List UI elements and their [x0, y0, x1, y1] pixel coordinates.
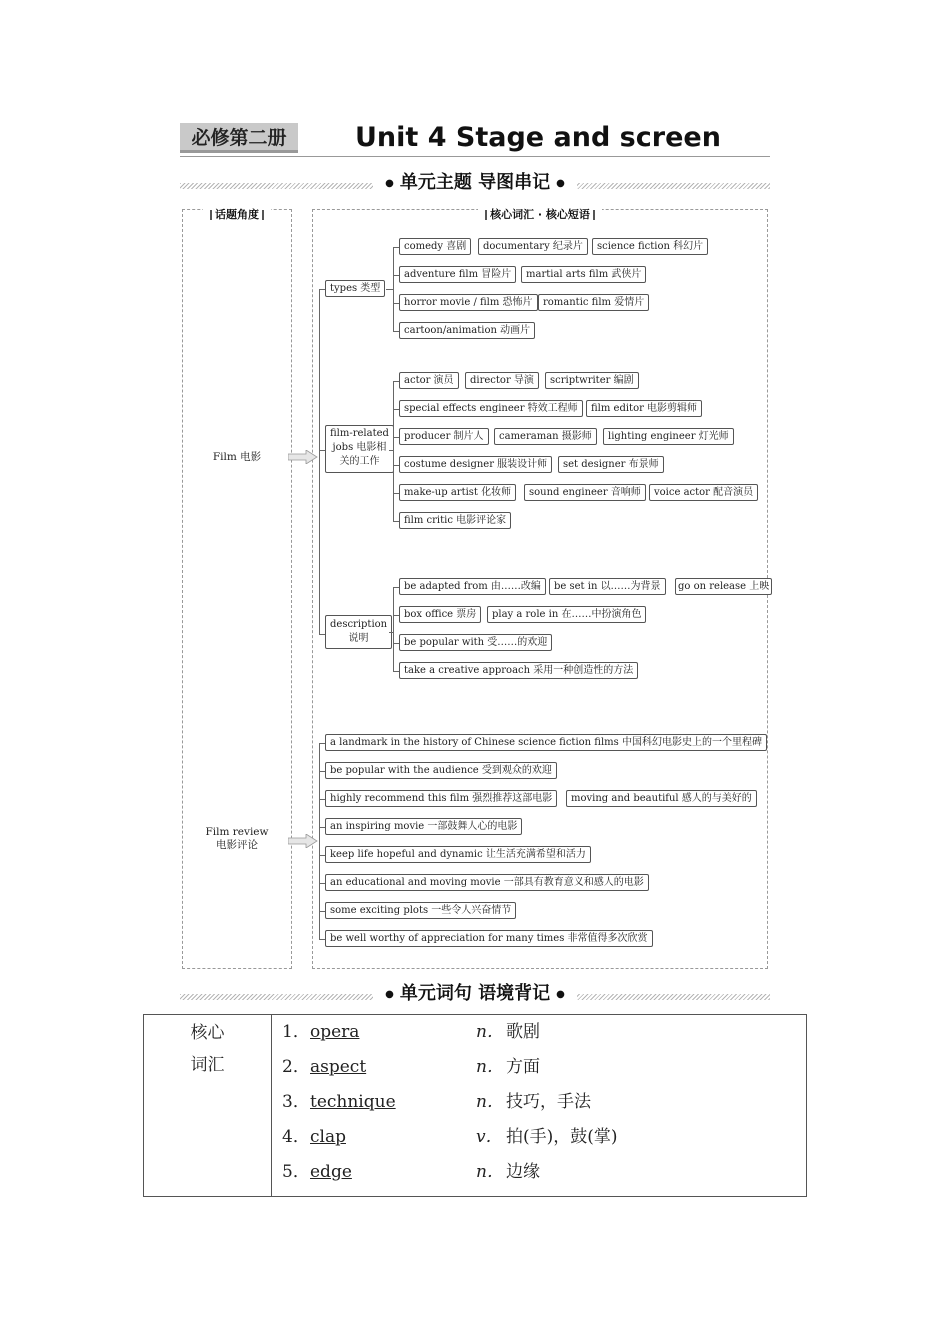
topic-frame: [182, 209, 292, 969]
review-item: be popular with the audience 受到观众的欢迎: [325, 762, 557, 779]
job-item: special effects engineer 特效工程师: [399, 400, 583, 417]
review-item: an educational and moving movie 一部具有教育意义和感人的电影: [325, 874, 649, 891]
table-row: [144, 1015, 807, 1197]
types-branch-line: [393, 247, 394, 332]
topic-frame-title-text: 话题角度: [215, 208, 259, 221]
vocab-table: [143, 1014, 807, 1197]
review-item: highly recommend this film 强烈推荐这部电影: [325, 790, 557, 807]
section-label-1: ● 单元主题 导图串记 ●: [373, 172, 577, 193]
review-item: keep life hopeful and dynamic 让生活充满希望和活力: [325, 846, 591, 863]
vocab-pos: n．: [476, 1022, 504, 1042]
type-item: horror movie / film 恐怖片: [399, 294, 538, 311]
section-ribbon-1: [345, 168, 605, 194]
job-item: cameraman 摄影师: [494, 428, 597, 445]
description-item: go on release 上映: [675, 578, 772, 595]
topic-film-review-en: Film review: [205, 826, 269, 838]
job-item: make-up artist 化妆师: [399, 484, 516, 501]
vocab-meaning: 拍(手)，鼓(掌): [506, 1127, 618, 1147]
type-item: romantic film 爱情片: [538, 294, 649, 311]
vocab-word: edge: [310, 1162, 352, 1182]
vocab-category-line-1: 核心: [190, 1023, 225, 1043]
vocab-row: [280, 1087, 806, 1122]
section-label-2: ● 单元词句 语境背记 ●: [373, 983, 577, 1004]
job-item: sound engineer 音响师: [524, 484, 646, 501]
vocab-category: [144, 1015, 272, 1197]
vocab-word: clap: [310, 1127, 346, 1147]
job-item: costume designer 服装设计师: [399, 456, 552, 473]
review-item: some exciting plots 一些令人兴奋情节: [325, 902, 516, 919]
category-types: types 类型: [325, 280, 385, 297]
description-item: take a creative approach 采用一种创造性的方法: [399, 662, 638, 679]
vocab-word: aspect: [310, 1057, 367, 1077]
topic-film-review: [188, 826, 286, 852]
vocab-row: [280, 1017, 806, 1052]
job-item: voice actor 配音演员: [649, 484, 758, 501]
vocab-meaning: 边缘: [506, 1162, 540, 1182]
category-description-line-2: 说明: [348, 633, 369, 644]
vocab-row: [280, 1122, 806, 1157]
section-label-text-2: 单元词句 语境背记: [399, 983, 551, 1004]
vocab-word: technique: [310, 1092, 396, 1112]
vocab-number: 1．: [282, 1022, 310, 1042]
vocab-meaning: 歌剧: [506, 1022, 540, 1042]
type-item: cartoon/animation 动画片: [399, 322, 535, 339]
category-jobs-line-3: 关的工作: [339, 456, 380, 467]
category-jobs: [325, 425, 394, 473]
description-item: be set in 以……为背景: [549, 578, 666, 595]
vocab-row: [280, 1157, 806, 1192]
vocab-word: opera: [310, 1022, 360, 1042]
vocab-pos: v．: [476, 1127, 503, 1147]
vocab-meaning: 技巧，手法: [506, 1092, 591, 1112]
arrow-review-icon: [288, 834, 318, 848]
type-item: adventure film 冒险片: [399, 266, 516, 283]
title-rule: [180, 156, 770, 157]
job-item: producer 制片人: [399, 428, 489, 445]
category-description: [325, 615, 392, 649]
unit-title: Unit 4 Stage and screen: [355, 122, 721, 153]
connector: [389, 450, 393, 451]
vocab-row: [280, 1052, 806, 1087]
vocab-number: 3．: [282, 1092, 310, 1112]
job-item: director 导演: [465, 372, 539, 389]
review-item: an inspiring movie 一部鼓舞人心的电影: [325, 818, 522, 835]
vocab-number: 2．: [282, 1057, 310, 1077]
connector: [386, 289, 393, 290]
vocab-pos: n．: [476, 1162, 504, 1182]
topic-film-review-cn: 电影评论: [216, 839, 258, 851]
review-item: be well worthy of appreciation for many times 非常值得多次欣赏: [325, 930, 653, 947]
job-item: film critic 电影评论家: [399, 512, 511, 529]
vocab-meaning: 方面: [506, 1057, 540, 1077]
type-item: martial arts film 武侠片: [521, 266, 646, 283]
vocab-category-line-2: 词汇: [190, 1055, 225, 1075]
vocab-list: [272, 1015, 807, 1197]
type-item: documentary 纪录片: [478, 238, 588, 255]
description-item: be popular with 受……的欢迎: [399, 634, 552, 651]
category-description-line-1: description: [330, 619, 388, 630]
type-item: science fiction 科幻片: [592, 238, 708, 255]
review-item: a landmark in the history of Chinese science fiction films 中国科幻电影史上的一个里程碑: [325, 734, 767, 751]
job-item: scriptwriter 编剧: [545, 372, 639, 389]
job-item: set designer 布景师: [558, 456, 664, 473]
job-item: lighting engineer 灯光师: [603, 428, 734, 445]
vocab-pos: n．: [476, 1057, 504, 1077]
category-jobs-line-2: jobs 电影相: [332, 442, 387, 453]
vocab-number: 5．: [282, 1162, 310, 1182]
vocab-pos: n．: [476, 1092, 504, 1112]
arrow-film-icon: [288, 450, 318, 464]
vocab-number: 4．: [282, 1127, 310, 1147]
section-ribbon-2: [345, 979, 605, 1005]
topic-film: Film 电影: [212, 451, 262, 463]
job-item: film editor 电影剪辑师: [586, 400, 702, 417]
description-item: be adapted from 由……改编: [399, 578, 546, 595]
connector: [389, 632, 393, 633]
job-item: actor 演员: [399, 372, 459, 389]
topic-frame-title: [182, 203, 292, 222]
category-jobs-line-1: film-related: [330, 428, 389, 439]
description-branch-line: [393, 587, 394, 672]
book-tag: 必修第二册: [180, 123, 298, 153]
type-item: comedy 喜剧: [399, 238, 471, 255]
section-label-text-1: 单元主题 导图串记: [399, 172, 551, 193]
vocab-frame-title-text: 核心词汇 · 核心短语: [490, 208, 590, 221]
jobs-branch-line: [393, 381, 394, 522]
description-item: play a role in 在……中扮演角色: [487, 606, 646, 623]
description-item: box office 票房: [399, 606, 481, 623]
film-branch-line: [319, 289, 320, 635]
review-item: moving and beautiful 感人的与美好的: [566, 790, 757, 807]
vocab-frame-title: [312, 203, 768, 222]
